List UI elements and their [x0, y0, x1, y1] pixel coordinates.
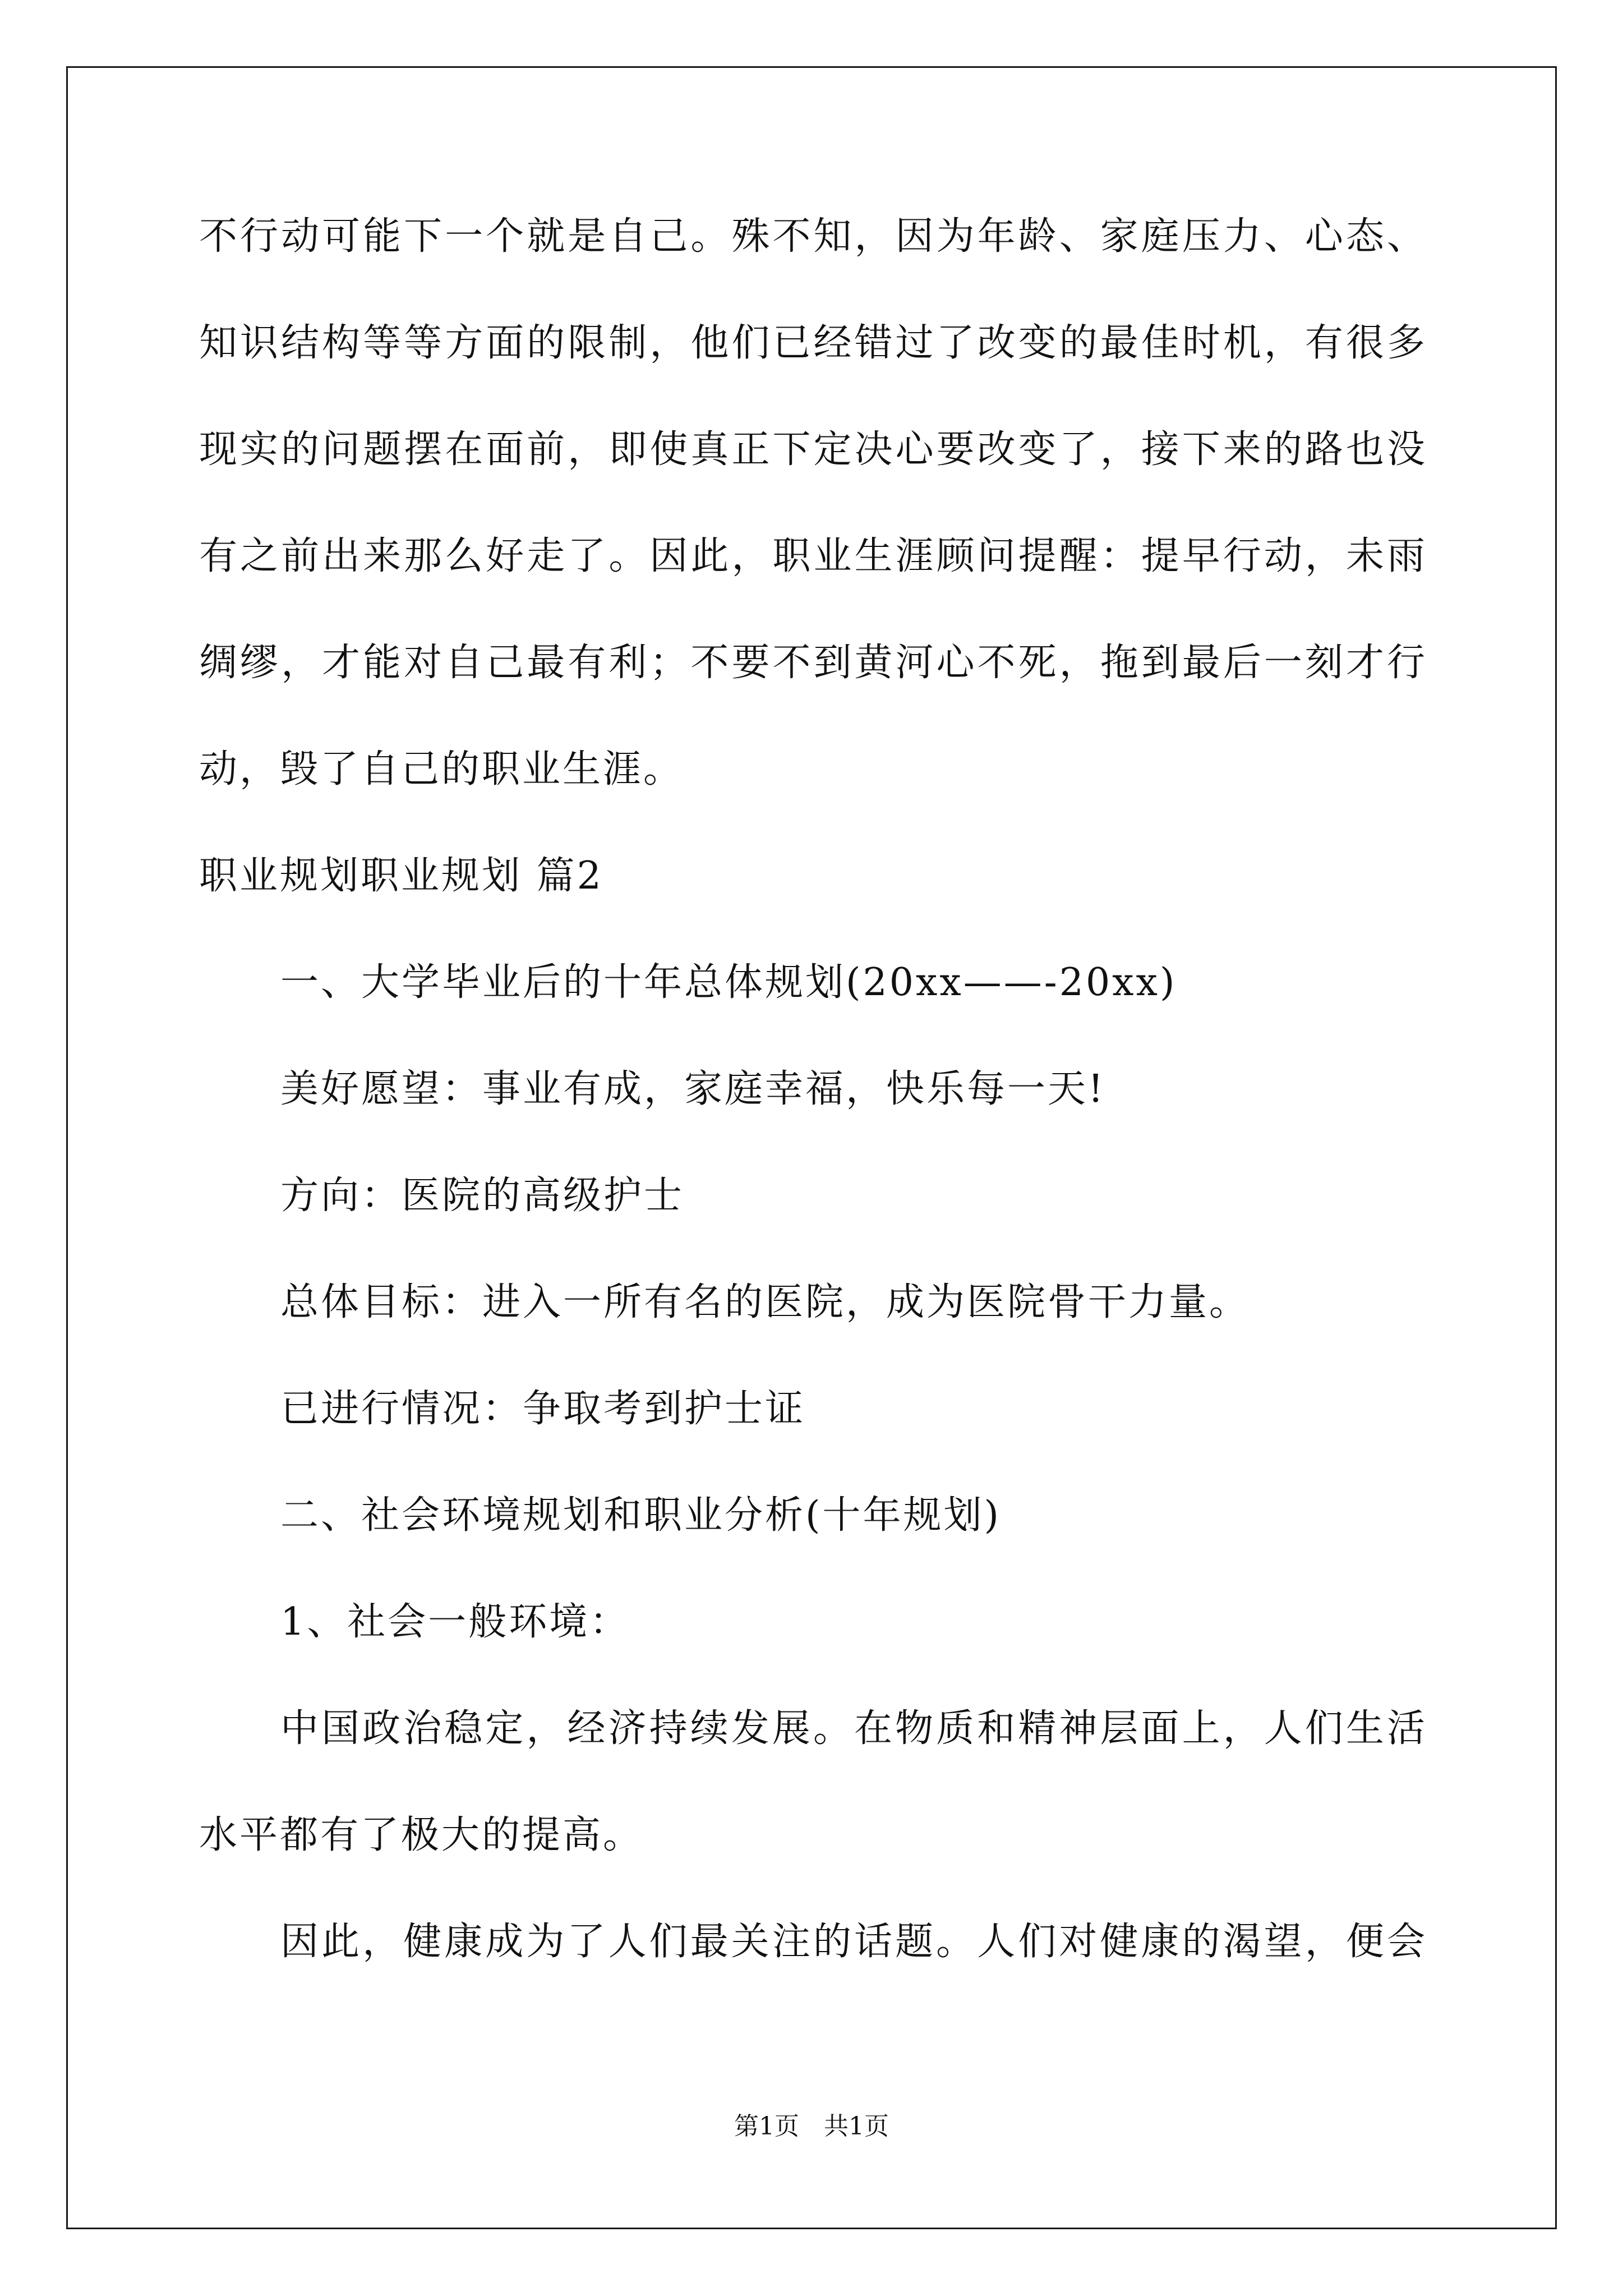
- paragraph2-line-1: 中国政治稳定，经济持续发展。在物质和精神层面上，人们生活: [280, 1706, 1427, 1751]
- paragraph-line-4: 有之前出来那么好走了。因此，职业生涯顾问提醒：提早行动，未雨: [199, 534, 1427, 578]
- subsection-title: 二、社会环境规划和职业分析(十年规划): [280, 1493, 1002, 1538]
- paragraph-line-5: 绸缪，才能对自己最有利；不要不到黄河心不死，拖到最后一刻才行: [199, 641, 1427, 685]
- item-title: 1、社会一般环境：: [280, 1600, 630, 1644]
- paragraph-line-1: 不行动可能下一个就是自己。殊不知，因为年龄、家庭压力、心态、: [199, 214, 1427, 259]
- direction-line: 方向：医院的高级护士: [280, 1174, 685, 1218]
- progress-line: 已进行情况：争取考到护士证: [280, 1387, 806, 1431]
- plan-title: 一、大学毕业后的十年总体规划(20xx——-20xx): [280, 960, 1177, 1005]
- paragraph3-line-1: 因此，健康成为了人们最关注的话题。人们对健康的渴望，便会: [280, 1920, 1427, 1964]
- goal-line: 总体目标：进入一所有名的医院，成为医院骨干力量。: [280, 1280, 1250, 1324]
- paragraph2-line-2: 水平都有了极大的提高。: [199, 1813, 644, 1857]
- page-footer: 第1页 共1页: [734, 2112, 889, 2141]
- wish-line: 美好愿望：事业有成，家庭幸福，快乐每一天!: [280, 1067, 1106, 1111]
- paragraph-line-2: 知识结构等等方面的限制，他们已经错过了改变的最佳时机，有很多: [199, 321, 1427, 365]
- page-border: [66, 66, 1557, 2229]
- paragraph-line-6: 动，毁了自己的职业生涯。: [199, 747, 684, 792]
- section-heading: 职业规划职业规划 篇2: [199, 854, 603, 898]
- paragraph-line-3: 现实的问题摆在面前，即使真正下定决心要改变了，接下来的路也没: [199, 427, 1427, 472]
